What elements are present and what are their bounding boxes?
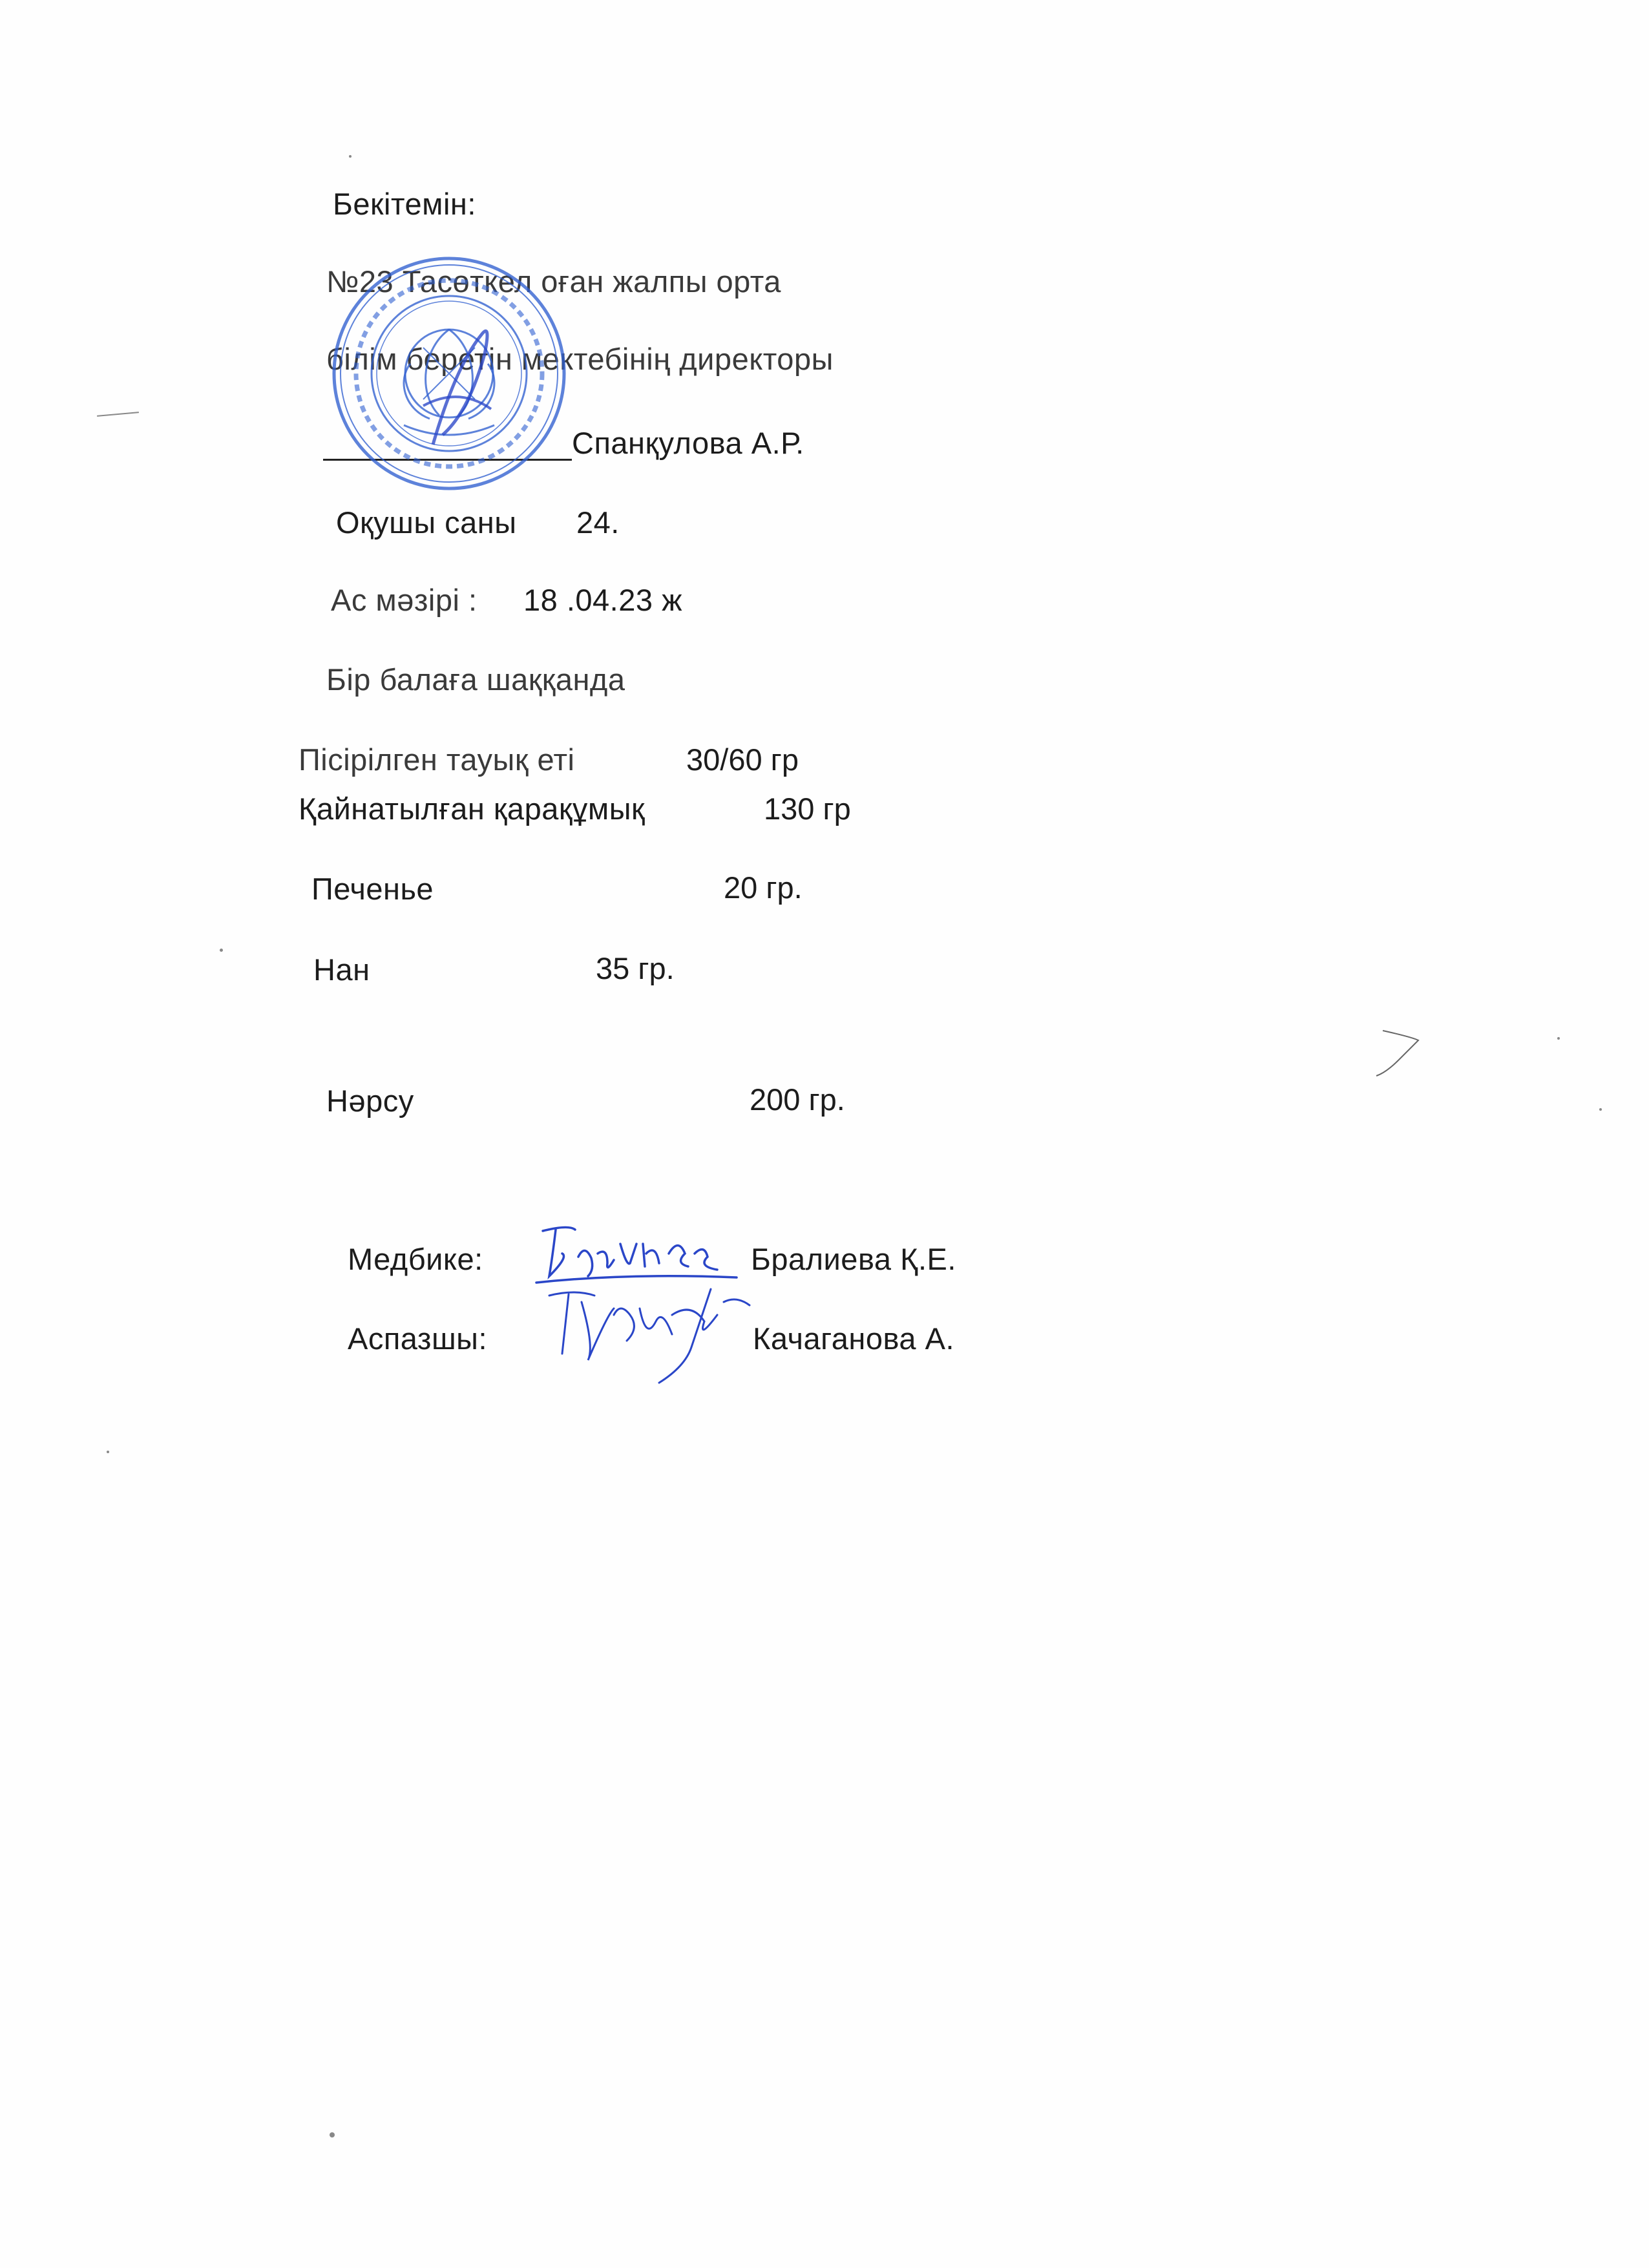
per-child-label: Бір балаға шаққанда bbox=[326, 662, 625, 697]
menu-item-name: Пісірілген тауық еті bbox=[299, 742, 575, 777]
menu-item-amount: 130 гр bbox=[764, 792, 851, 826]
students-value: 24. bbox=[576, 505, 620, 540]
school-line-2: білім беретін мектебінің директоры bbox=[326, 342, 834, 376]
school-line-1: №23 Тасөткел оған жалпы орта bbox=[326, 264, 781, 299]
margin-scribble-icon bbox=[1373, 1024, 1431, 1082]
official-seal-icon bbox=[326, 251, 572, 496]
director-name: Спанқулова А.Р. bbox=[572, 426, 804, 460]
cook-name: Качаганова А. bbox=[753, 1321, 954, 1356]
menu-date: 18 .04.23 ж bbox=[523, 583, 683, 617]
cook-signature-icon bbox=[543, 1276, 756, 1386]
students-label: Оқушы саны bbox=[336, 505, 517, 540]
cook-label: Аспазшы: bbox=[348, 1321, 488, 1356]
speck-dot bbox=[349, 155, 352, 158]
speck-dot bbox=[1557, 1037, 1560, 1040]
menu-item-amount: 35 гр. bbox=[596, 951, 675, 985]
nurse-name: Бралиева Қ.Е. bbox=[751, 1242, 956, 1276]
menu-label: Ас мәзірі : bbox=[331, 583, 478, 617]
nurse-label: Медбике: bbox=[348, 1242, 483, 1276]
menu-item-name: Печенье bbox=[311, 872, 434, 906]
approve-label: Бекітемін: bbox=[333, 187, 476, 221]
menu-item-name: Қайнатылған қарақұмық bbox=[299, 792, 646, 826]
menu-item-amount: 200 гр. bbox=[750, 1082, 845, 1117]
menu-item-amount: 20 гр. bbox=[724, 870, 803, 905]
menu-item-name: Нан bbox=[313, 952, 370, 987]
speck-dot bbox=[330, 2132, 335, 2137]
menu-item-name: Нәрсу bbox=[326, 1084, 414, 1118]
speck-dot bbox=[220, 949, 223, 952]
margin-dash bbox=[97, 412, 139, 417]
menu-item-amount: 30/60 гр bbox=[686, 742, 799, 777]
speck-dot bbox=[107, 1451, 109, 1453]
speck-dot bbox=[1599, 1108, 1602, 1111]
